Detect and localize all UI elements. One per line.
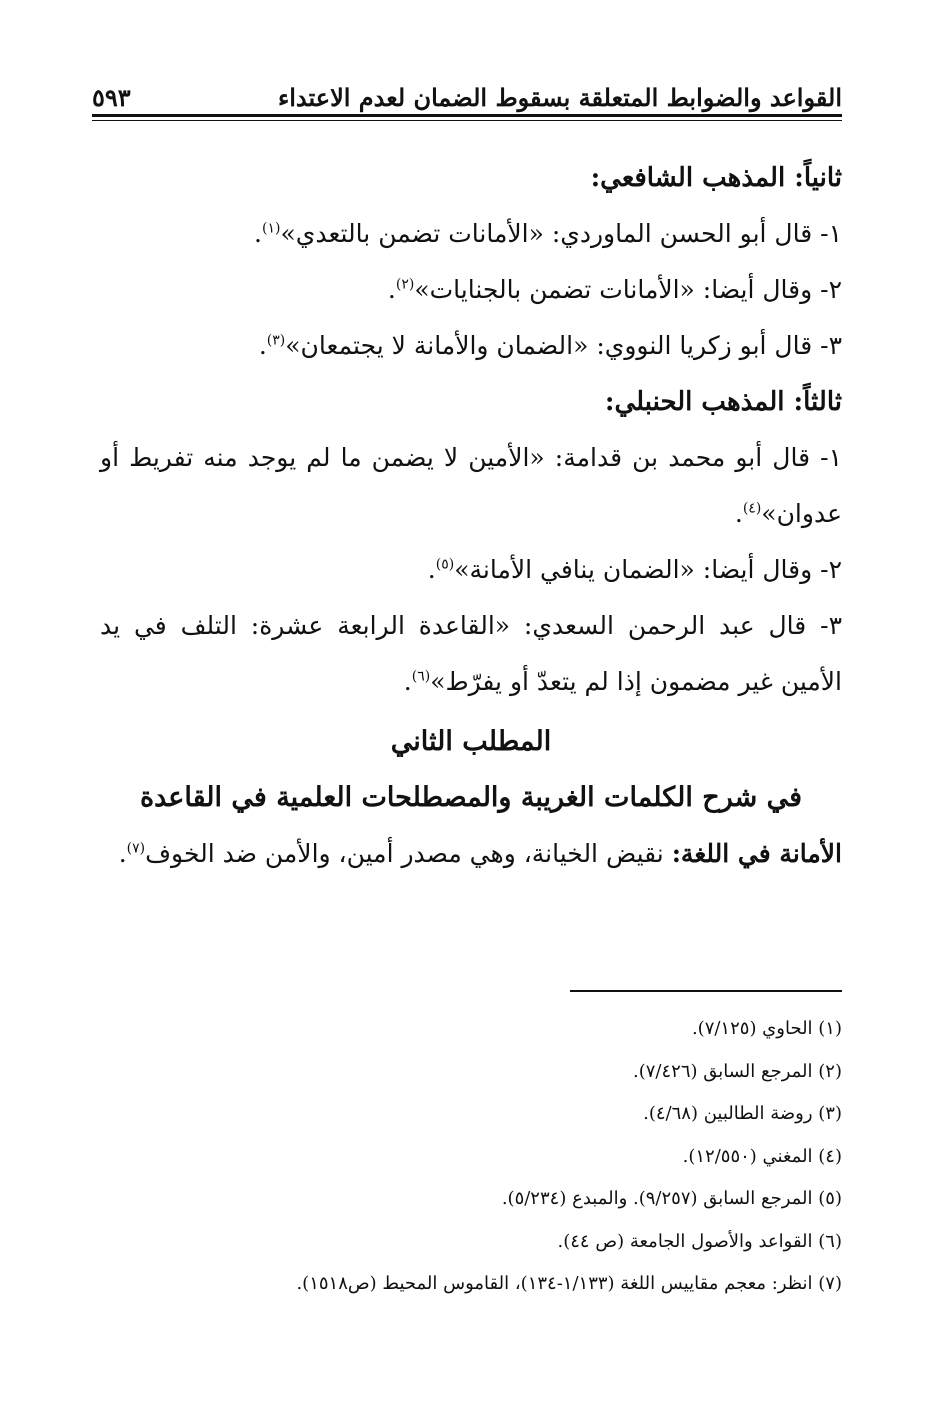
paragraph-hanbali-3 (100, 598, 842, 710)
footnote-4: (٤) المغني (١٢/٥٥٠). (682, 1145, 842, 1167)
paragraph-shafii-2 (100, 262, 842, 318)
main-text (100, 150, 842, 882)
footnotes (100, 1008, 842, 1306)
footnote-ref: (١) (262, 220, 281, 237)
footnote-ref: (٣) (266, 332, 286, 349)
footnote-1: (١) الحاوي (٧/١٢٥). (691, 1018, 842, 1039)
period: . (403, 667, 412, 696)
section-subtitle: في شرح الكلمات الغريبة والمصطلحات العلمية في القاعدة (139, 782, 803, 813)
footnote-ref: (٢) (395, 276, 415, 293)
paragraph-text: ٣- قال عبد الرحمن السعدي: «القاعدة الرابعة عشرة: التلف في يد الأمين غير مضمون إذا لم يتعدّ أو يفرّط» (100, 611, 842, 696)
hanbali-heading: ثالثاً: المذهب الحنبلي: (604, 387, 842, 417)
paragraph-text: ٢- وقال أيضا: «الضمان ينافي الأمانة» (454, 555, 842, 584)
paragraph-shafii-1 (100, 206, 842, 262)
paragraph-shafii-3 (100, 318, 842, 374)
shafii-heading: ثانياً: المذهب الشافعي: (590, 163, 842, 193)
term-label: الأمانة في اللغة: (671, 839, 842, 868)
period: . (734, 499, 743, 528)
paragraph-hanbali-1 (100, 430, 842, 542)
footnote-ref: (٦) (411, 668, 431, 685)
running-header (92, 80, 842, 112)
period: . (427, 555, 436, 584)
footnote-2: (٢) المرجع السابق (٧/٤٢٦). (633, 1060, 842, 1082)
footnote-ref: (٤) (742, 500, 762, 517)
paragraph-text: ١- قال أبو محمد بن قدامة: «الأمين لا يضمن ما لم يوجد منه تفريط أو عدوان» (100, 443, 842, 528)
paragraph-hanbali-2 (100, 542, 842, 598)
footnote-ref: (٧) (126, 840, 146, 857)
paragraph-amana (100, 826, 842, 882)
paragraph-text: نقيض الخيانة، وهي مصدر أمين، والأمن ضد الخوف (145, 839, 664, 868)
page-number: ٥٩٣ (92, 83, 131, 112)
footnote-7: (٧) انظر: معجم مقاييس اللغة (١/١٣٣-١٣٤)، القاموس المحيط (ص١٥١٨). (296, 1273, 842, 1294)
footnote-3: (٣) روضة الطالبين (٤/٦٨). (643, 1103, 842, 1124)
section-title: المطلب الثاني (390, 726, 552, 757)
period: . (254, 219, 262, 248)
period: . (118, 839, 127, 868)
period: . (258, 331, 267, 360)
footnote-separator (570, 990, 842, 992)
paragraph-text: ٣- قال أبو زكريا النووي: «الضمان والأمانة لا يجتمعان» (285, 331, 842, 360)
footnote-ref: (٥) (435, 556, 455, 573)
running-title: القواعد والضوابط المتعلقة بسقوط الضمان لعدم الاعتداء (277, 83, 842, 112)
paragraph-text: ١- قال أبو الحسن الماوردي: «الأمانات تضمن بالتعدي» (280, 219, 842, 248)
period: . (387, 275, 396, 304)
footnote-6: (٦) القواعد والأصول الجامعة (ص ٤٤). (557, 1230, 842, 1252)
paragraph-text: ٢- وقال أيضا: «الأمانات تضمن بالجنايات» (414, 275, 842, 304)
header-rule-thin (92, 120, 842, 121)
footnote-5: (٥) المرجع السابق (٩/٢٥٧). والمبدع (٥/٢٣٤). (501, 1188, 842, 1209)
header-rule-thick (92, 114, 842, 117)
